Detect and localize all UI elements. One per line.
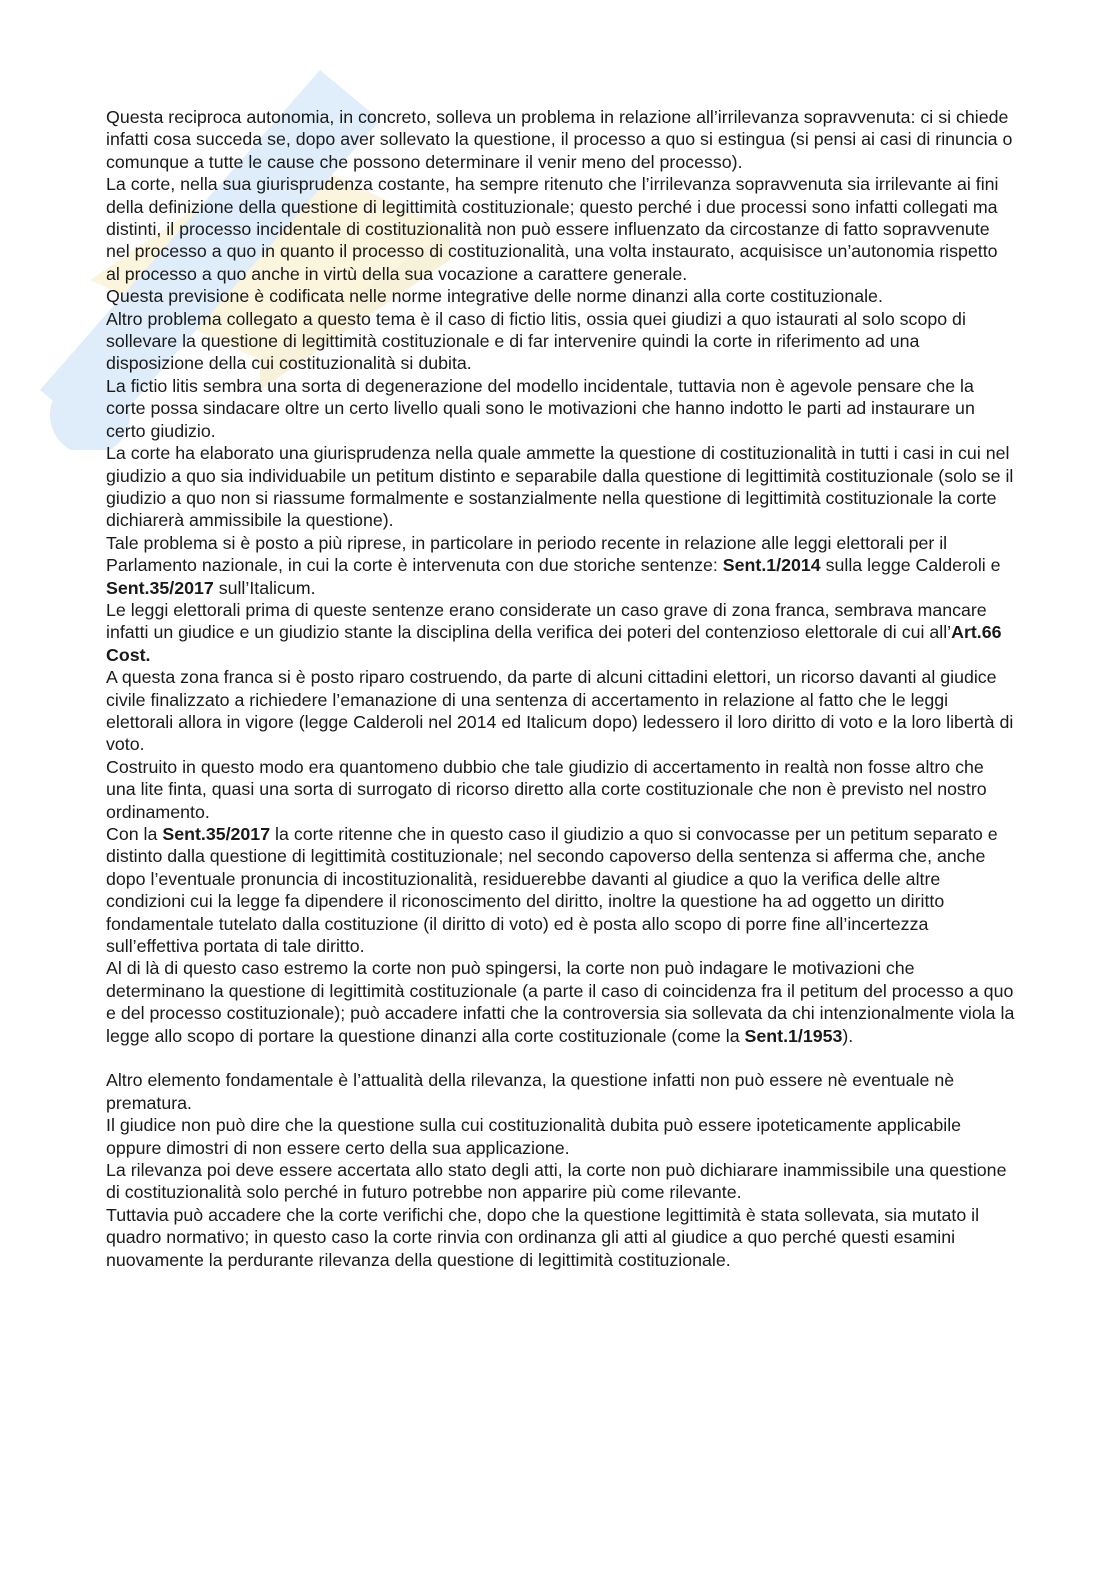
bold-reference: Sent.35/2017	[162, 824, 271, 844]
text-run: ).	[842, 1025, 854, 1046]
paragraph-spacer	[106, 1047, 1016, 1069]
paragraph	[106, 823, 1016, 957]
text-run: Al di là di questo caso estremo la corte non può spingersi, la corte non può indagare le motivazioni che determinano la questione di legittimità costituzionale (a parte il caso di coincidenza fra il petitum del processo a quo e del processo costituzionale); può accadere infatti che la controversia sia sollevata da chi intenzionalmente viola la legge allo scopo di portare la questione dinanzi alla corte costituzionale (come la	[106, 958, 1015, 1046]
text-run: Con la	[106, 824, 163, 844]
paragraph	[106, 106, 1016, 173]
bold-reference: Sent.1/2014	[722, 555, 821, 576]
bold-reference: Sent.1/1953	[744, 1025, 843, 1046]
text-run: A questa zona franca si è posto riparo costruendo, da parte di alcuni cittadini elettori, un ricorso davanti al giudice civile finalizzato a richiedere l’emanazione di una sentenza di accertamento in relazione al fatto che le leggi elettorali allora in vigore (legge Calderoli nel 2014 ed Italicum dopo) ledessero il loro diritto di voto e la loro libertà di voto.	[106, 667, 1014, 755]
paragraph	[106, 173, 1016, 285]
paragraph	[106, 1159, 1016, 1204]
document-body	[106, 106, 1016, 1271]
text-run: Questa previsione è codificata nelle norme integrative delle norme dinanzi alla corte costituzionale.	[106, 286, 883, 307]
paragraph	[106, 285, 1016, 307]
text-run: Le leggi elettorali prima di queste sentenze erano considerate un caso grave di zona franca, sembrava mancare infatti un giudice e un giudizio stante la disciplina della verifica dei poteri del contenzioso elettorale di cui all’	[106, 599, 987, 643]
paragraph	[106, 666, 1016, 756]
text-run: Altro problema collegato a questo tema è il caso di fictio litis, ossia quei giudizi a quo istaurati al solo scopo di sollevare la questione di legittimità costituzionale e di far intervenire quindi la corte in riferimento ad una disposizione della cui costituzionalità si dubita.	[106, 308, 966, 374]
text-run: La fictio litis sembra una sorta di degenerazione del modello incidentale, tuttavia non è agevole pensare che la corte possa sindacare oltre un certo livello quali sono le motivazioni che hanno indotto le parti ad instaurare un certo giudizio.	[106, 375, 975, 441]
text-run: La rilevanza poi deve essere accertata allo stato degli atti, la corte non può dichiarare inammissibile una questione di costituzionalità solo perché in futuro potrebbe non apparire più come rilevante.	[106, 1160, 1007, 1203]
text-run: sull’Italicum.	[213, 577, 316, 598]
text-run: Costruito in questo modo era quantomeno dubbio che tale giudizio di accertamento in realtà non fosse altro che una lite finta, quasi una sorta di surrogato di ricorso diretto alla corte costituzionale che non è previsto nel nostro ordinamento.	[106, 756, 987, 822]
text-run: Altro elemento fondamentale è l’attualità della rilevanza, la questione infatti non può essere nè eventuale nè prematura.	[106, 1070, 955, 1113]
text-run: sulla legge Calderoli e	[820, 555, 1001, 576]
paragraph	[106, 957, 1016, 1047]
text-run: la corte ritenne che in questo caso il giudizio a quo si convocasse per un petitum separato e distinto dalla questione di legittimità costituzionale; nel secondo capoverso della sentenza si afferma che, anche dopo l’eventuale pronuncia di incostituzionalità, residuerebbe davanti al giudice a quo la verifica delle altre condizioni cui la legge fa dipendere il riconoscimento del diritto, inoltre la questione ha ad oggetto un diritto fondamentale tutelato dalla costituzione (il diritto di voto) ed è posta allo scopo di porre fine all’incertezza sull’effettiva portata di tale diritto.	[106, 824, 998, 957]
paragraph	[106, 308, 1016, 375]
bold-reference: Sent.35/2017	[106, 577, 214, 598]
paragraph	[106, 532, 1016, 599]
bold-reference: Art.66 Cost.	[106, 622, 1002, 665]
text-run: La corte ha elaborato una giurisprudenza nella quale ammette la questione di costituzionalità in tutti i casi in cui nel giudizio a quo sia individuabile un petitum distinto e separabile dalla questione di legittimità costituzionale (solo se il giudizio a quo non si riassume formalmente e sostanzialmente nella questione di legittimità costituzionale la corte dichiarerà ammissibile la questione).	[106, 443, 1014, 531]
text-run: Questa reciproca autonomia, in concreto, solleva un problema in relazione all’irrilevanza sopravvenuta: ci si chiede infatti cosa succeda se, dopo aver sollevato la questione, il processo a quo si estingua (si pensi ai casi di rinuncia o comunque a tutte le cause che possono determinare il venir meno del processo).	[106, 107, 1013, 172]
paragraph	[106, 442, 1016, 532]
text-run: Il giudice non può dire che la questione sulla cui costituzionalità dubita può essere ipoteticamente applicabile oppure dimostri di non essere certo della sua applicazione.	[106, 1115, 962, 1158]
text-run: La corte, nella sua giurisprudenza costante, ha sempre ritenuto che l’irrilevanza sopravvenuta sia irrilevante ai fini della definizione della questione di legittimità costituzionale; questo perché i due processi sono infatti collegati ma distinti, il processo incidentale di costituzionalità non può essere influenzato da circostanze di fatto sopravvenute nel processo a quo in quanto il processo di costituzionalità, una volta instaurato, acquisisce un’autonomia rispetto al processo a quo anche in virtù della sua vocazione a carattere generale.	[106, 174, 999, 284]
paragraph	[106, 1069, 1016, 1114]
paragraph	[106, 599, 1016, 666]
paragraph	[106, 1204, 1016, 1271]
text-run: Tale problema si è posto a più riprese, in particolare in periodo recente in relazione alle leggi elettorali per il Parlamento nazionale, in cui la corte è intervenuta con due storiche sentenze:	[106, 532, 948, 576]
paragraph	[106, 756, 1016, 823]
paragraph	[106, 375, 1016, 442]
paragraph	[106, 1114, 1016, 1159]
text-run: Tuttavia può accadere che la corte verifichi che, dopo che la questione legittimità è stata sollevata, sia mutato il quadro normativo; in questo caso la corte rinvia con ordinanza gli atti al giudice a quo perché questi esamini nuovamente la perdurante rilevanza della questione di legittimità costituzionale.	[106, 1204, 980, 1270]
